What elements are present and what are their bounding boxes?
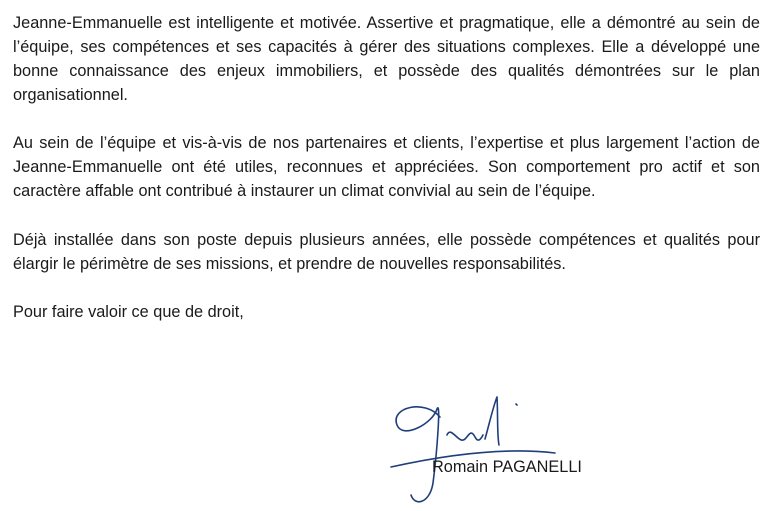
- paragraph-3: Déjà installée dans son poste depuis plusieurs années, elle possède compétences et qualités pour élargir le périmètre de ses missions, et prendre de nouvelles responsabilités.: [13, 231, 760, 273]
- paragraph-2: Au sein de l’équipe et vis-à-vis de nos partenaires et clients, l’expertise et plus largement l’action de Jeanne-Emmanuelle ont été utiles, reconnues et appréciées. Son comportement pro actif et son caractère affable ont contribué à instaurer un climat convivial au sein de l’équipe.: [13, 134, 760, 200]
- handwritten-signature: [385, 395, 615, 510]
- paragraph-1: Jeanne-Emmanuelle est intelligente et motivée. Assertive et pragmatique, elle a démontré au sein de l’équipe, ses compétences et ses capacités à gérer des situations complexes. Elle a développé une bonne connaissance des enjeux immobiliers, et possède des qualités démontrées sur le plan organisationnel.: [13, 14, 760, 104]
- signature-block: [385, 395, 615, 510]
- signer-name: Romain PAGANELLI: [432, 458, 582, 476]
- closing-line: Pour faire valoir ce que de droit,: [13, 303, 244, 321]
- letter-body: [13, 11, 760, 324]
